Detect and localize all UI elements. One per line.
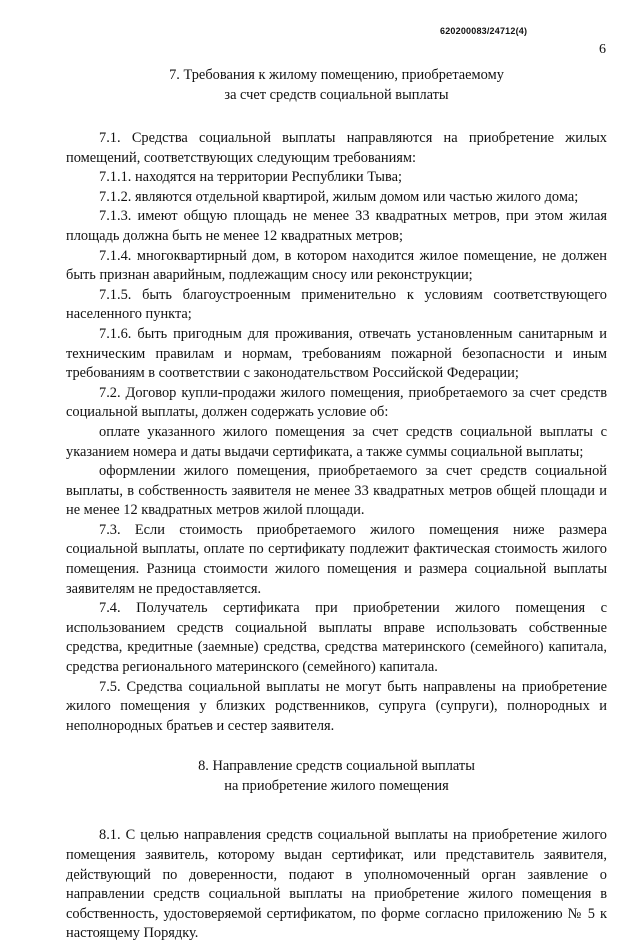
paragraph-7-1-4: 7.1.4. многоквартирный дом, в котором находится жилое помещение, не должен быть признан аварийным, подлежащим сносу или реконструкции; — [66, 247, 607, 284]
section-7-title — [66, 65, 607, 105]
paragraph-7-2-ownership: оформлении жилого помещения, приобретаемого за счет средств социальной выплаты, в собственность заявителя не менее 33 квадратных метров общей площади и не менее 12 квадратных метров жилой площади. — [66, 463, 607, 519]
section-7-title-line-1: 7. Требования к жилому помещению, приобретаемому — [169, 67, 504, 83]
section-8-title-line-1: 8. Направление средств социальной выплаты — [198, 758, 475, 775]
paragraph-8-1: 8.1. С целью направления средств социальной выплаты на приобретение жилого помещения заявитель, которому выдан сертификат, или представитель заявителя, действующий по доверенности, подают в уполномоченный орган заявление о направлении средств социальной выплаты на приобретение жилого помещения в собственность, удостоверяемой сертификатом, по форме согласно приложению № 5 к настоящему Порядку. — [66, 827, 607, 942]
paragraph-7-1-5: 7.1.5. быть благоустроенным применительно к условиям соответствующего населенного пункта; — [66, 286, 607, 323]
section-8-title-line-2: на приобретение жилого помещения — [224, 778, 449, 795]
paragraph-7-1: 7.1. Средства социальной выплаты направляются на приобретение жилых помещений, соответствующих следующим требованиям: — [66, 130, 607, 166]
document-body — [66, 65, 607, 944]
section-8-title — [66, 756, 607, 796]
paragraph-7-2: 7.2. Договор купли-продажи жилого помещения, приобретаемого за счет средств социальной выплаты, должен содержать условие об: — [66, 384, 607, 421]
paragraph-7-3: 7.3. Если стоимость приобретаемого жилого помещения ниже размера социальной выплаты, оплате по сертификату подлежит фактическая стоимость жилого помещения. Разница стоимости жилого помещения и размера социальной выплаты заявителям не предоставляется. — [66, 521, 607, 597]
section-7-title-line-2: за счет средств социальной выплаты — [224, 87, 449, 103]
paragraph-7-1-1: 7.1.1. находятся на территории Республики Тыва; — [99, 169, 402, 186]
paragraph-7-4: 7.4. Получатель сертификата при приобретении жилого помещения с использованием средств социальной выплаты вправе использовать собственные средства, кредитные (заемные) средства, средства материнского (семейного) капитала, средства регионального материнского (семейного) капитала. — [66, 600, 607, 676]
paragraph-7-1-6: 7.1.6. быть пригодным для проживания, отвечать установленным санитарным и техническим правилам и нормам, требованиям пожарной безопасности и иным требованиям в соответствии с законодательством Российской Федерации; — [66, 325, 607, 382]
paragraph-7-5: 7.5. Средства социальной выплаты не могут быть направлены на приобретение жилого помещения у близких родственников, супруга (супруги), полнородных и неполнородных братьев и сестер заявителя. — [66, 678, 607, 734]
paragraph-7-2-payment: оплате указанного жилого помещения за счет средств социальной выплаты с указанием номера и даты выдачи сертификата, а также суммы социальной выплаты; — [66, 423, 607, 460]
paragraph-7-1-2: 7.1.2. являются отдельной квартирой, жилым домом или частью жилого дома; — [99, 188, 579, 205]
document-id: 620200083/24712(4) — [440, 26, 528, 36]
paragraph-7-1-3: 7.1.3. имеют общую площадь не менее 33 квадратных метров, при этом жилая площадь должна быть не менее 12 квадратных метров; — [66, 208, 607, 244]
page-number: 6 — [599, 42, 606, 57]
